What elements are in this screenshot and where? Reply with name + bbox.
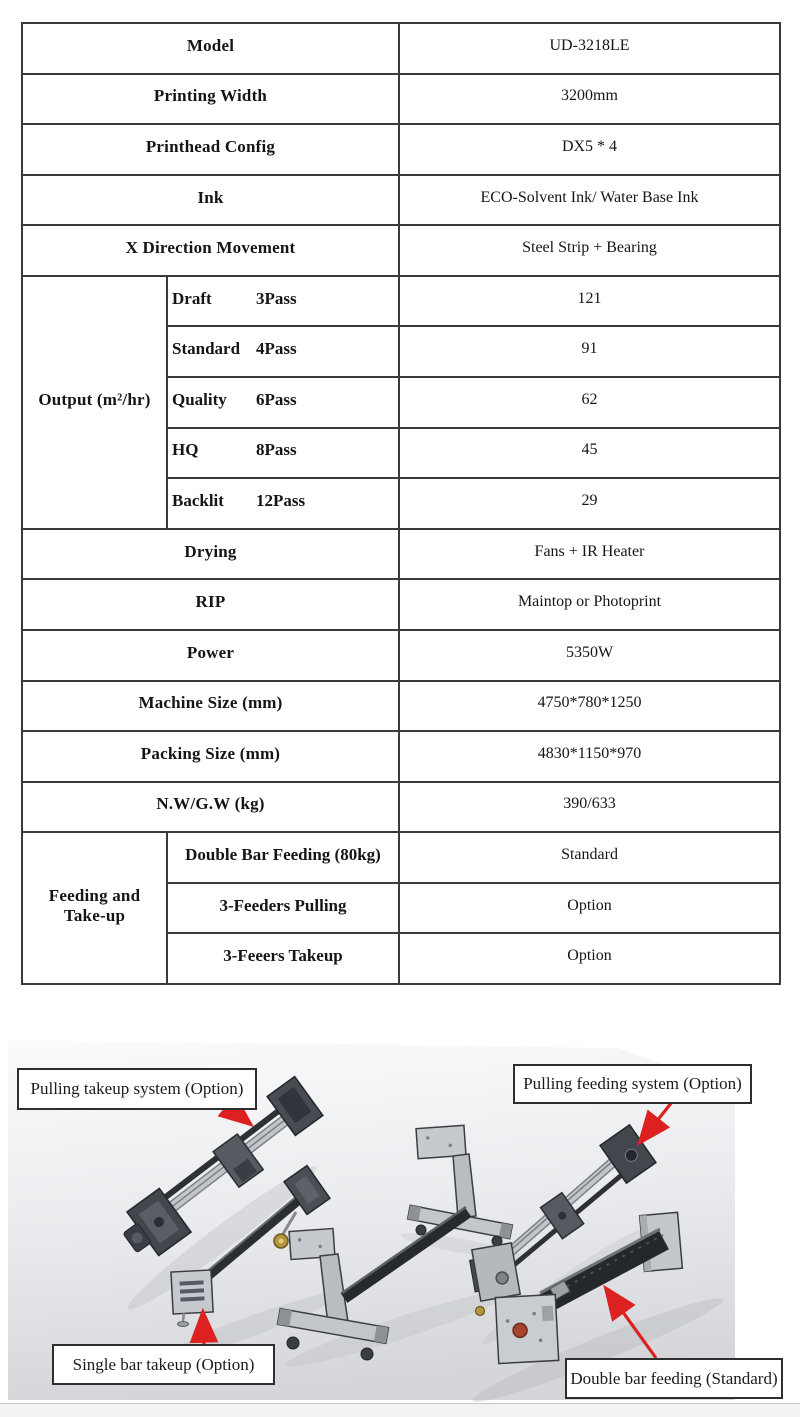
table-row	[22, 579, 780, 630]
table-row	[22, 74, 780, 125]
output-pass: 4Pass	[256, 339, 297, 359]
spec-sublabel-feeders-pulling: 3-Feeders Pulling	[167, 883, 399, 934]
table-row	[22, 124, 780, 175]
spec-label-weight: N.W/G.W (kg)	[22, 782, 399, 833]
callout-single-bar-takeup: Single bar takeup (Option)	[52, 1344, 275, 1385]
spec-value-standard: 91	[399, 326, 780, 377]
spec-value-printing-width: 3200mm	[399, 74, 780, 125]
spec-label-x-direction: X Direction Movement	[22, 225, 399, 276]
spec-value-feeders-pulling: Option	[399, 883, 780, 934]
spec-group-feeding: Feeding and Take-up	[22, 832, 167, 984]
spec-label-power: Power	[22, 630, 399, 681]
spec-label-machine-size: Machine Size (mm)	[22, 681, 399, 732]
spec-sublabel-hq	[167, 428, 399, 479]
spec-value-drying: Fans + IR Heater	[399, 529, 780, 580]
spec-value-ink: ECO-Solvent Ink/ Water Base Ink	[399, 175, 780, 226]
spec-label-ink: Ink	[22, 175, 399, 226]
caster-wheel	[287, 1337, 299, 1349]
table-row	[22, 529, 780, 580]
table-row	[22, 681, 780, 732]
spec-sublabel-quality	[167, 377, 399, 428]
spec-value-packing-size: 4830*1150*970	[399, 731, 780, 782]
spec-value-hq: 45	[399, 428, 780, 479]
spec-label-packing-size: Packing Size (mm)	[22, 731, 399, 782]
spec-label-model: Model	[22, 23, 399, 74]
spec-value-model: UD-3218LE	[399, 23, 780, 74]
spec-label-rip: RIP	[22, 579, 399, 630]
gold-caster-hub	[279, 1239, 284, 1244]
spec-sublabel-backlit	[167, 478, 399, 529]
spec-value-draft: 121	[399, 276, 780, 327]
leveling-foot	[178, 1322, 189, 1327]
spec-sublabel-double-bar-feeding: Double Bar Feeding (80kg)	[167, 832, 399, 883]
spec-value-quality: 62	[399, 377, 780, 428]
table-row	[22, 832, 780, 883]
callout-pulling-takeup: Pulling takeup system (Option)	[17, 1068, 257, 1110]
callout-double-bar-feeding: Double bar feeding (Standard)	[565, 1358, 783, 1399]
caster-wheel	[361, 1348, 373, 1360]
leveling-foot-stem	[183, 1313, 184, 1321]
table-row	[22, 225, 780, 276]
spec-label-printhead-config: Printhead Config	[22, 124, 399, 175]
spec-value-feeders-takeup: Option	[399, 933, 780, 984]
caster-wheel	[416, 1225, 426, 1235]
page-bottom-strip	[0, 1403, 800, 1417]
spec-label-drying: Drying	[22, 529, 399, 580]
spec-value-rip: Maintop or Photoprint	[399, 579, 780, 630]
spec-value-backlit: 29	[399, 478, 780, 529]
spec-value-machine-size: 4750*780*1250	[399, 681, 780, 732]
table-row	[22, 782, 780, 833]
spec-sublabel-draft	[167, 276, 399, 327]
single-bar-end-box	[171, 1270, 213, 1314]
output-pass: 6Pass	[256, 389, 297, 409]
gold-caster-wheel	[476, 1307, 485, 1316]
spec-group-output: Output (m²/hr)	[22, 276, 167, 529]
spec-sublabel-feeders-takeup: 3-Feeers Takeup	[167, 933, 399, 984]
spec-value-printhead-config: DX5 * 4	[399, 124, 780, 175]
table-row	[22, 175, 780, 226]
output-mode: Draft	[172, 288, 212, 308]
table-row	[22, 630, 780, 681]
feeding-near-plate	[495, 1294, 558, 1363]
table-row	[22, 276, 780, 327]
output-mode: Standard	[172, 339, 241, 359]
output-mode: HQ	[172, 440, 199, 460]
output-mode: Quality	[172, 389, 227, 409]
arrow-single-bar-takeup	[203, 1314, 204, 1344]
callout-pulling-feeding: Pulling feeding system (Option)	[513, 1064, 752, 1104]
spec-table	[21, 22, 781, 985]
spec-value-x-direction: Steel Strip + Bearing	[399, 225, 780, 276]
spec-value-weight: 390/633	[399, 782, 780, 833]
spec-label-printing-width: Printing Width	[22, 74, 399, 125]
output-pass: 8Pass	[256, 440, 297, 460]
output-mode: Backlit	[172, 490, 224, 510]
table-row	[22, 731, 780, 782]
spec-value-power: 5350W	[399, 630, 780, 681]
spec-value-double-bar-feeding: Standard	[399, 832, 780, 883]
spec-sublabel-standard	[167, 326, 399, 377]
output-pass: 3Pass	[256, 288, 297, 308]
output-pass: 12Pass	[256, 490, 306, 510]
table-row	[22, 23, 780, 74]
